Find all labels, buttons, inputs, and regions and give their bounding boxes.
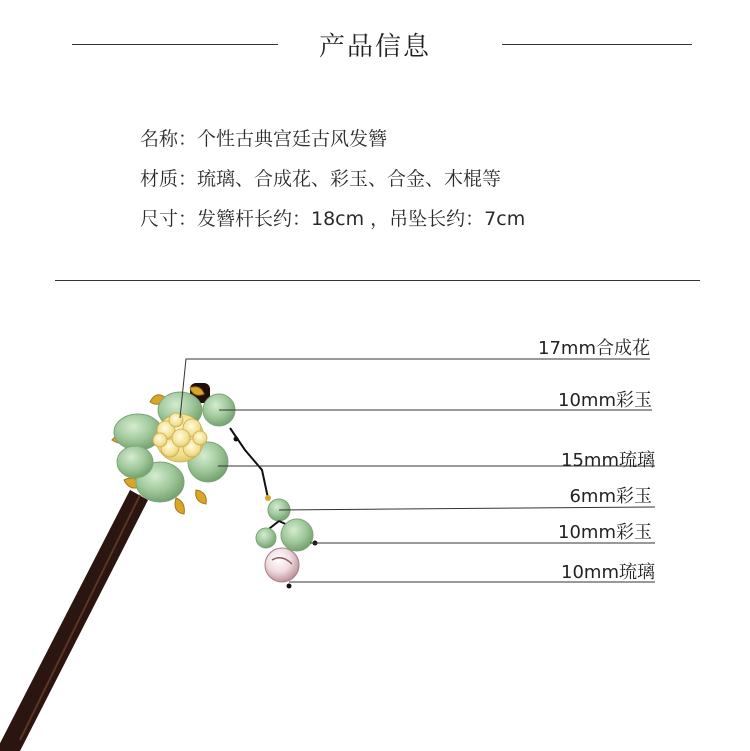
pendant	[203, 394, 318, 589]
callout-label-flower: 17mm合成花	[538, 338, 650, 359]
callout-label-glass-15mm: 15mm琉璃	[561, 450, 655, 471]
callout-label-glass-10mm: 10mm琉璃	[561, 562, 655, 583]
callout-label-jade-10mm-bottom: 10mm彩玉	[558, 522, 652, 543]
product-size: 尺寸：发簪杆长约：18cm ，吊坠长约：7cm	[140, 208, 526, 230]
page-title: 产品信息	[318, 32, 431, 62]
product-name: 名称：个性古典宫廷古风发簪	[140, 128, 388, 150]
callout-label-jade-6mm: 6mm彩玉	[569, 486, 652, 507]
product-material: 材质：琉璃、合成花、彩玉、合金、木棍等	[140, 168, 502, 190]
callout-label-jade-10mm-top: 10mm彩玉	[558, 390, 652, 411]
